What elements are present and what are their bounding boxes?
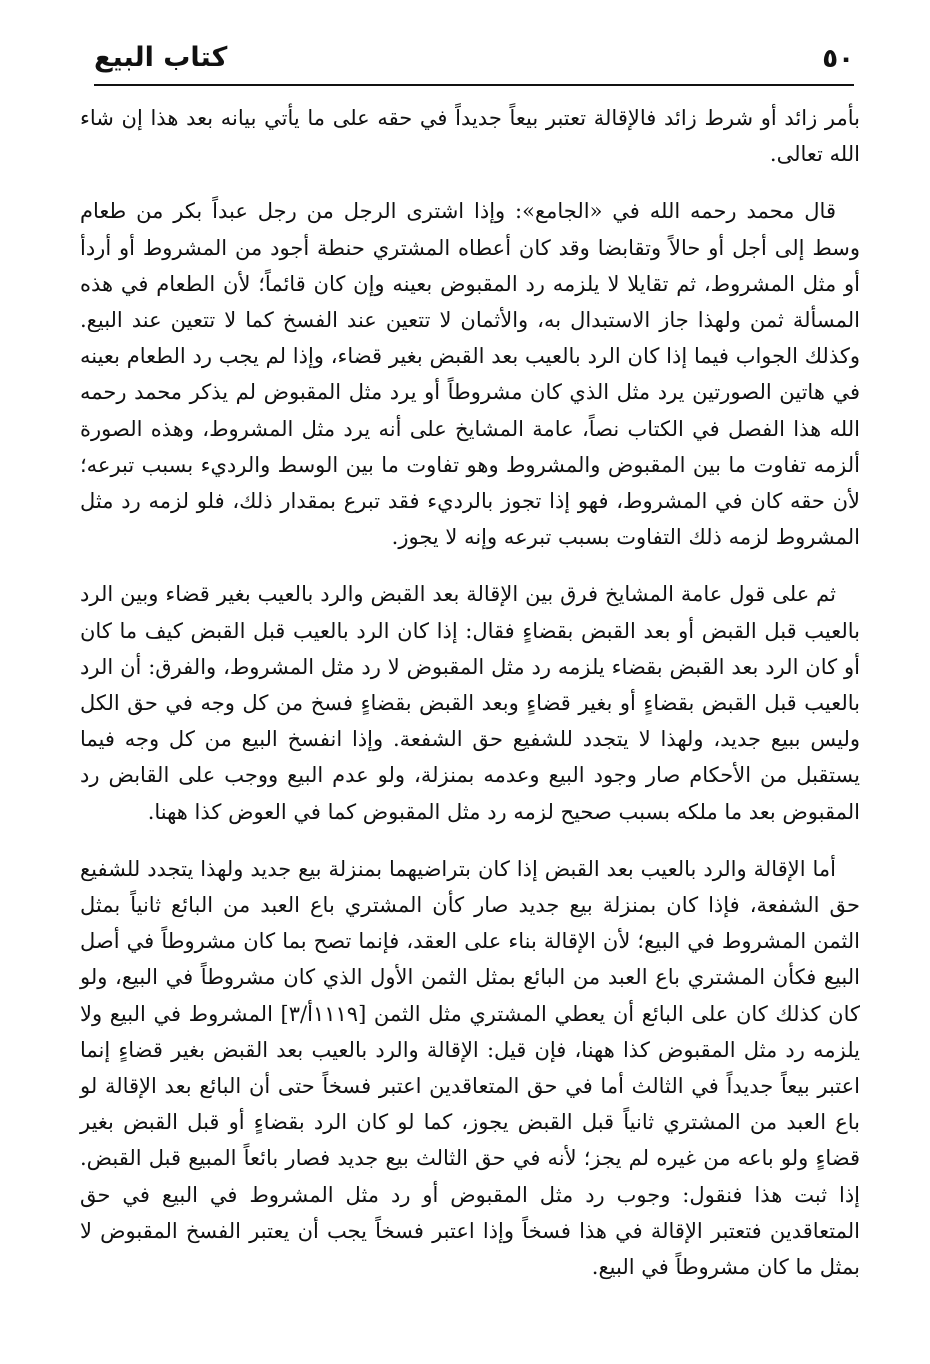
page-number: ٥٠ [822, 44, 854, 74]
page-body [80, 100, 860, 1306]
paragraph-1: بأمر زائد أو شرط زائد فالإقالة تعتبر بيعاً جديداً في حقه على ما يأتي بيانه بعد هذا إن شاء الله تعالى. [80, 106, 860, 167]
paragraph-2: قال محمد رحمه الله في «الجامع»: وإذا اشترى الرجل من رجل عبداً بكر من طعام وسط إلى أجل أو حالاً وتقابضا وقد كان أعطاه المشتري حنطة أجود من المشروط أو أردأ أو مثل المشروط، ثم تقايلا لا يلزمه رد المقبوض بعينه وإن كان قائماً؛ لأن الطعام في هذه المسألة ثمن ولهذا جاز الاستبدال به، والأثمان لا تتعين عند الفسخ كما لا تتعين عند البيع. وكذلك الجواب فيما إذا كان الرد بالعيب بعد القبض بغير قضاء، وإذا لم يجب رد الطعام بعينه في هاتين الصورتين يرد مثل الذي كان مشروطاً أو يرد مثل المقبوض لم يذكر محمد رحمه الله هذا الفصل في الكتاب نصاً، عامة المشايخ على أنه يرد مثل المشروط، وهذه الصورة ألزمه تفاوت ما بين المقبوض والمشروط وهو تفاوت ما بين الوسط والرديء بسبب تبرعه؛ لأن حقه كان في المشروط، فهو إذا تجوز بالرديء فقد تبرع بمقدار ذلك، فلو لزمه رد مثل المشروط لزمه ذلك التفاوت بسبب تبرعه وإنه لا يجوز. [80, 199, 860, 550]
paragraph-3: ثم على قول عامة المشايخ فرق بين الإقالة بعد القبض والرد بالعيب بغير قضاء وبين الرد بالعيب قبل القبض أو بعد القبض بقضاءٍ فقال: إذا كان الرد بالعيب قبل القبض كيف ما كان أو كان الرد بعد القبض بقضاء يلزمه رد مثل المقبوض لا رد مثل المشروط، والفرق: أن الرد بالعيب قبل القبض بقضاءٍ أو بغير قضاءٍ وبعد القبض بقضاءٍ فسخ من كل وجه في حق الكل وليس ببيع جديد، ولهذا لا يتجدد للشفيع حق الشفعة. وإذا انفسخ البيع من كل وجه فيما يستقبل من الأحكام صار وجود البيع وعدمه بمنزلة، ولو عدم البيع ووجب على القابض رد المقبوض بعد ما ملكه بسبب صحيح لزمه رد مثل المقبوض كما في العوض كذا ههنا. [80, 582, 861, 824]
chapter-title: كتاب البيع [94, 42, 228, 73]
page-header [94, 38, 854, 86]
paragraph-4: أما الإقالة والرد بالعيب بعد القبض إذا كان بتراضيهما بمنزلة بيع جديد ولهذا يتجدد للشفيع حق الشفعة، فإذا كان بمنزلة بيع جديد صار كأن المشتري باع العبد من البائع ثانياً بمثل الثمن المشروط في البيع؛ لأن الإقالة بناء على العقد، فإنما تصح بما كان مشروطاً في أصل البيع فكأن المشتري باع العبد من البائع بمثل الثمن الأول الذي كان مشروطاً في البيع، ولو كان كذلك كان على البائع أن يعطي المشتري مثل الثمن [١١١٩أ/٣] المشروط في البيع ولا يلزمه رد مثل المقبوض كذا ههنا، فإن قيل: الإقالة والرد بالعيب بعد القبض بغير قضاءٍ إنما اعتبر بيعاً جديداً في الثالث أما في حق المتعاقدين اعتبر فسخاً حتى أن البائع بعد الإقالة لو باع العبد من المشتري ثانياً قبل القبض يجوز، كما لو كان الرد بقضاءٍ أو قبل القبض بغير قضاءٍ ولو باعه من غيره لم يجز؛ لأنه في حق الثالث بيع جديد فصار بائعاً المبيع قبل القبض. إذا ثبت هذا فنقول: وجوب رد مثل المقبوض أو رد مثل المشروط في البيع في حق المتعاقدين فتعتبر الإقالة في هذا فسخاً وإذا اعتبر فسخاً يجب أن يعتبر الفسخ المقبوض لا بمثل ما كان مشروطاً في البيع. [80, 856, 860, 1280]
